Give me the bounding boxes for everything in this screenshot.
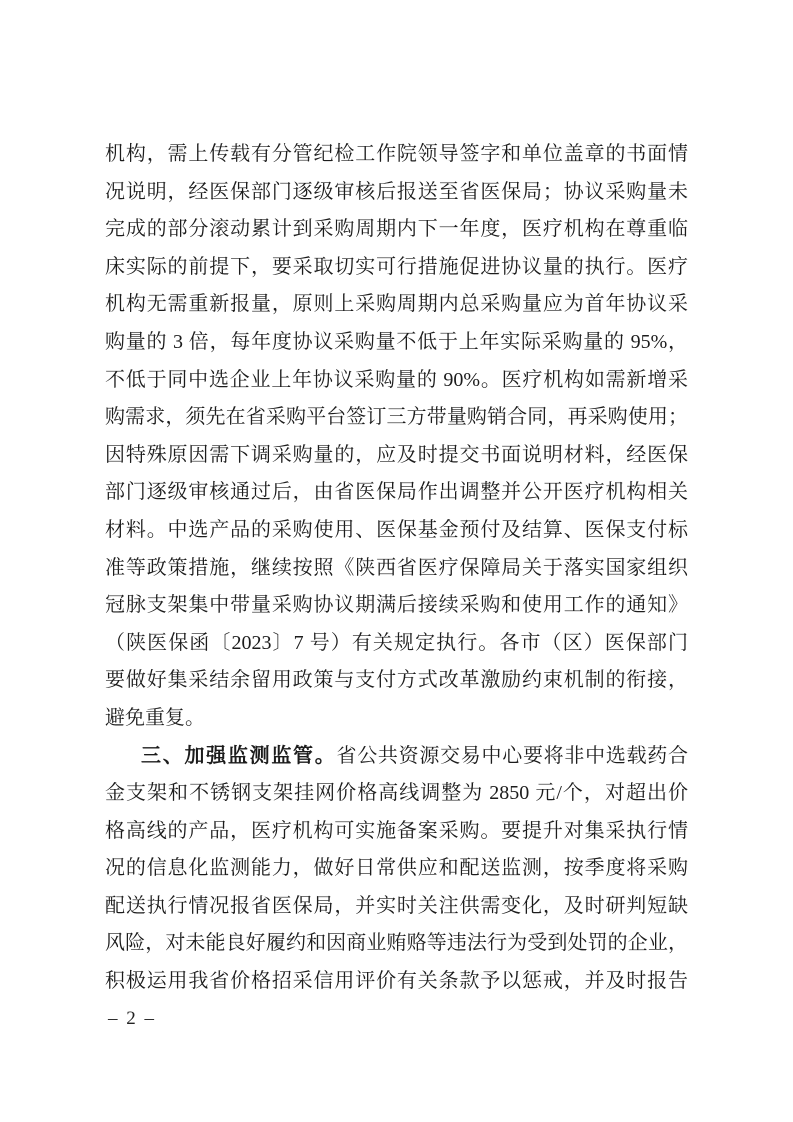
text-line: 格高线的产品，医疗机构可实施备案采购。要提升对集采执行情 bbox=[105, 819, 688, 842]
text-line: 要做好集采结余留用政策与支付方式改革激励约束机制的衔接， bbox=[105, 669, 688, 692]
text-line: 机构，需上传载有分管纪检工作院领导签字和单位盖章的书面情 bbox=[105, 143, 688, 165]
text-line: 金支架和不锈钢支架挂网价格高线调整为 2850 元/个，对超出价 bbox=[105, 782, 688, 805]
text-line: 因特殊原因需下调采购量的，应及时提交书面说明材料，经医保 bbox=[105, 443, 688, 466]
document-body bbox=[105, 136, 688, 1001]
text-line: 材料。中选产品的采购使用、医保基金预付及结算、医保支付标 bbox=[105, 518, 688, 541]
text-line: 况的信息化监测能力，做好日常供应和配送监测，按季度将采购 bbox=[105, 857, 688, 880]
text-line: 床实际的前提下，要采取切实可行措施促进协议量的执行。医疗 bbox=[105, 255, 688, 278]
text-line: 配送执行情况报省医保局，并实时关注供需变化，及时研判短缺 bbox=[105, 894, 688, 917]
text-line: 冠脉支架集中带量采购协议期满后接续采购和使用工作的通知》 bbox=[105, 594, 688, 617]
text-line: 完成的部分滚动累计到采购周期内下一年度，医疗机构在尊重临 bbox=[105, 218, 688, 241]
text-line: 避免重复。 bbox=[105, 706, 205, 729]
text-line: 风险，对未能良好履约和因商业贿赂等违法行为受到处罚的企业， bbox=[105, 932, 688, 955]
text-line: 积极运用我省价格招采信用评价有关条款予以惩戒，并及时报告 bbox=[105, 970, 688, 993]
text-line: 购量的 3 倍，每年度协议采购量不低于上年实际采购量的 95%， bbox=[105, 330, 688, 353]
text-line: 部门逐级审核通过后，由省医保局作出调整并公开医疗机构相关 bbox=[105, 481, 688, 504]
text-line: 准等政策措施，继续按照《陕西省医疗保障局关于落实国家组织 bbox=[105, 556, 688, 579]
text-line: 况说明，经医保部门逐级审核后报送至省医保局；协议采购量未 bbox=[105, 180, 688, 203]
page-number: – 2 – bbox=[108, 1008, 156, 1029]
text-line: 机构无需重新报量，原则上采购周期内总采购量应为首年协议采 bbox=[105, 293, 688, 316]
text-line: 三、加强监测监管。省公共资源交易中心要将非中选载药合 bbox=[141, 744, 688, 767]
section-heading: 三、加强监测监管。 bbox=[141, 744, 337, 767]
text-line: （陕医保函〔2023〕7 号）有关规定执行。各市（区）医保部门 bbox=[105, 631, 688, 654]
text-line: 不低于同中选企业上年协议采购量的 90%。医疗机构如需新增采 bbox=[105, 368, 688, 391]
text-line: 购需求，须先在省采购平台签订三方带量购销合同，再采购使用； bbox=[105, 406, 688, 429]
